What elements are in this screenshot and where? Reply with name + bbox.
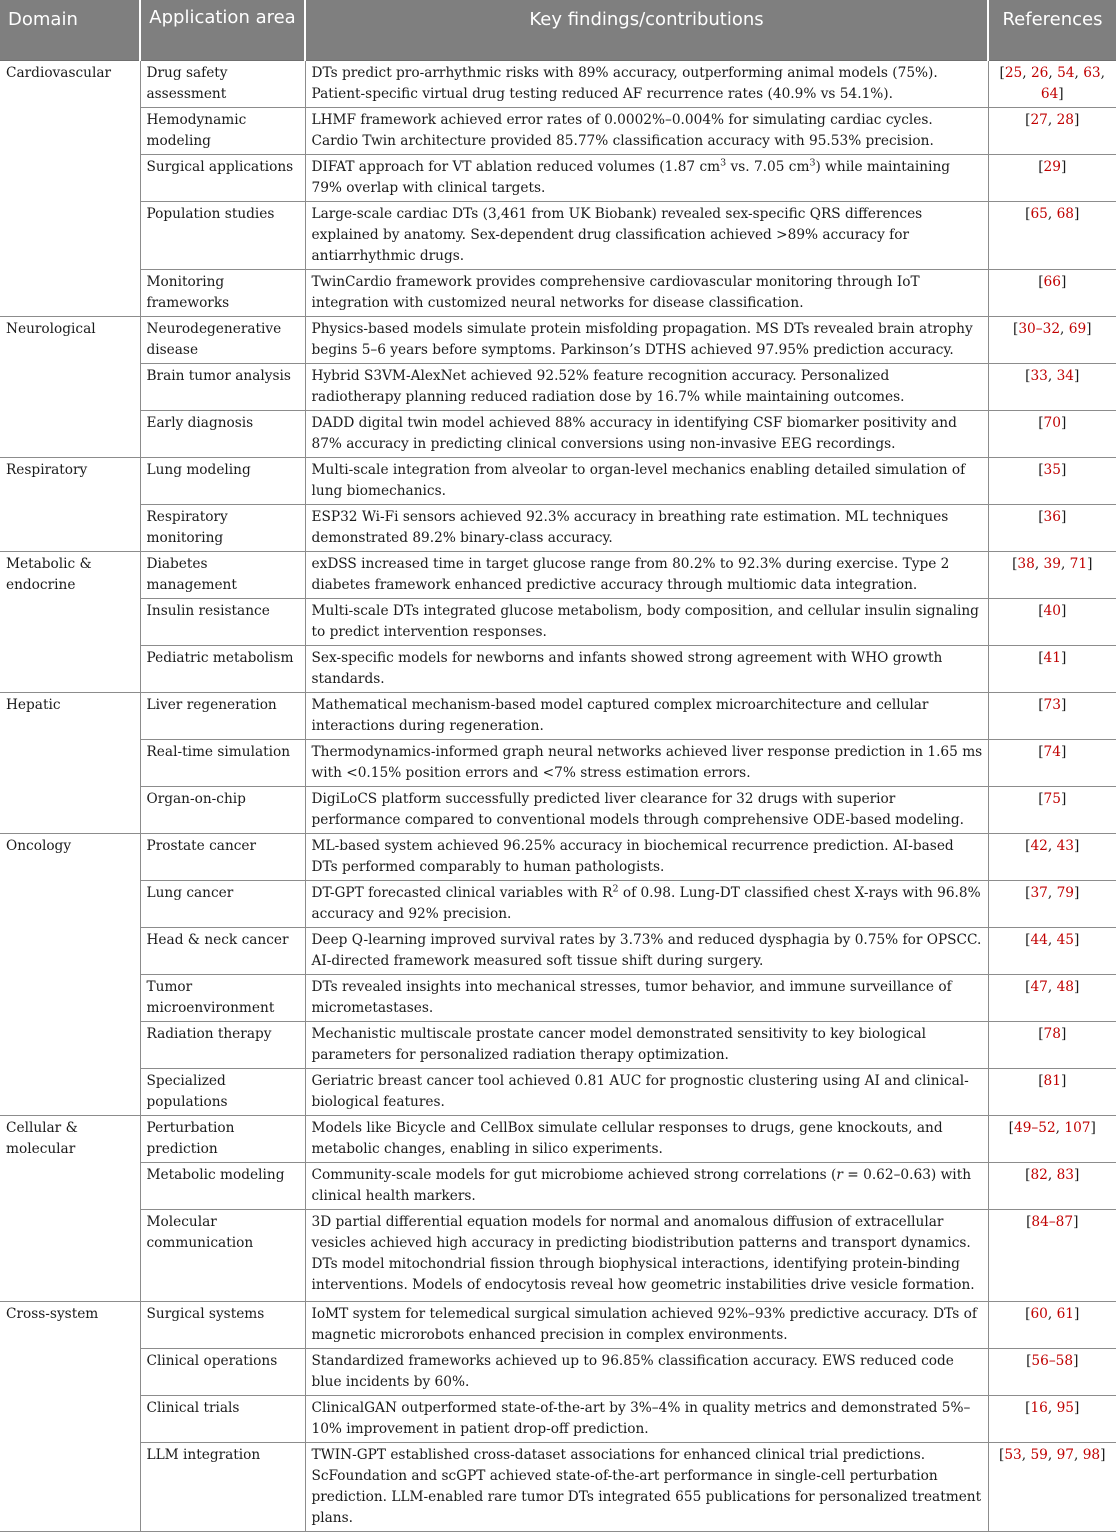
- reference-link[interactable]: 54: [1057, 64, 1075, 81]
- table-row: [0, 457, 1116, 504]
- bracket: ]: [1058, 85, 1064, 102]
- reference-link[interactable]: 65: [1030, 205, 1048, 222]
- area-cell: Head & neck cancer: [140, 927, 305, 974]
- findings-cell: ML-based system achieved 96.25% accuracy in biochemical recurrence prediction. AI-based DTs performed comparably to human pathologists.: [305, 833, 988, 880]
- findings-cell: Mechanistic multiscale prostate cancer model demonstrated sensitivity to key biological parameters for personalized radiation therapy optimization.: [305, 1021, 988, 1068]
- references-cell: [988, 107, 1116, 154]
- reference-link[interactable]: 61: [1056, 1305, 1075, 1322]
- area-cell: Drug safety assessment: [140, 60, 305, 107]
- bracket: [: [1038, 1072, 1044, 1089]
- area-cell: Hemodynamic modeling: [140, 107, 305, 154]
- findings-cell: Hybrid S3VM-AlexNet achieved 92.52% feature recognition accuracy. Personalized radiotherapy planning reduced radiation dose by 16.7% while maintaining outcomes.: [305, 363, 988, 410]
- domain-cell: Hepatic: [0, 692, 140, 833]
- bracket: [: [999, 1446, 1005, 1463]
- reference-link[interactable]: 49–52: [1013, 1119, 1056, 1136]
- reference-link[interactable]: 74: [1043, 743, 1061, 760]
- bracket: ]: [1060, 1025, 1067, 1042]
- area-cell: Lung modeling: [140, 457, 305, 504]
- domain-cell: Cardiovascular: [0, 60, 140, 316]
- findings-cell: LHMF framework achieved error rates of 0.0002%–0.004% for simulating cardiac cycles. Cardio Twin architecture provided 85.77% classification accuracy with 95.53% precision.: [305, 107, 988, 154]
- reference-link[interactable]: 42: [1030, 837, 1048, 854]
- separator: ,: [1047, 205, 1057, 222]
- reference-link[interactable]: 82: [1030, 1166, 1048, 1183]
- area-cell: Real-time simulation: [140, 739, 305, 786]
- references-cell: [988, 974, 1116, 1021]
- references-cell: [988, 1209, 1116, 1301]
- domain-cell: Cellular & molecular: [0, 1115, 140, 1301]
- findings-cell: DigiLoCS platform successfully predicted liver clearance for 32 drugs with superior performance compared to conventional models through comprehensive ODE-based modeling.: [305, 786, 988, 833]
- references-cell: [988, 201, 1116, 269]
- bracket: [: [1012, 555, 1018, 572]
- separator: ,: [1047, 931, 1057, 948]
- findings-cell: Multi-scale integration from alveolar to organ-level mechanics enabling detailed simulation of lung biomechanics.: [305, 457, 988, 504]
- bracket: ]: [1100, 1446, 1106, 1463]
- findings-cell: TWIN-GPT established cross-dataset associations for enhanced clinical trial predictions. ScFoundation and scGPT achieved state-of-the-art performance in single-cell perturbation prediction. LLM-enabled rare tumor DTs integrated 655 publications for personalized treatment plans.: [305, 1442, 988, 1531]
- separator: ,: [1047, 1305, 1057, 1322]
- bracket: [: [1025, 1166, 1031, 1183]
- reference-link[interactable]: 37: [1030, 884, 1048, 901]
- reference-link[interactable]: 38: [1017, 555, 1035, 572]
- reference-link[interactable]: 41: [1043, 649, 1061, 666]
- reference-link[interactable]: 83: [1056, 1166, 1075, 1183]
- references-cell: [988, 410, 1116, 457]
- bracket: [: [1038, 461, 1044, 478]
- bracket: ]: [1060, 602, 1067, 619]
- table-row: [0, 1301, 1116, 1348]
- table-row: [0, 598, 1116, 645]
- bracket: ]: [1060, 273, 1067, 290]
- bracket: ]: [1060, 743, 1067, 760]
- table-row: [0, 410, 1116, 457]
- bracket: [: [1038, 602, 1044, 619]
- reference-link[interactable]: 71: [1069, 555, 1088, 572]
- reference-link[interactable]: 59: [1030, 1446, 1048, 1463]
- bracket: [: [1025, 1305, 1031, 1322]
- bracket: ]: [1073, 1213, 1079, 1230]
- table-row: [0, 363, 1116, 410]
- bracket: ]: [1060, 461, 1067, 478]
- findings-cell: Multi-scale DTs integrated glucose metabolism, body composition, and cellular insulin signaling to predict intervention responses.: [305, 598, 988, 645]
- reference-link[interactable]: 29: [1043, 158, 1061, 175]
- header-application-area: Application area: [140, 0, 305, 60]
- separator: ,: [1048, 64, 1058, 81]
- area-cell: Diabetes management: [140, 551, 305, 598]
- table-row: [0, 1209, 1116, 1301]
- findings-cell: Large-scale cardiac DTs (3,461 from UK Biobank) revealed sex-specific QRS differences explained by anatomy. Sex-dependent drug classification achieved >89% accuracy for antiarrhythmic drugs.: [305, 201, 988, 269]
- findings-cell: Geriatric breast cancer tool achieved 0.81 AUC for prognostic clustering using AI and clinical-biological features.: [305, 1068, 988, 1115]
- separator: ,: [1034, 555, 1044, 572]
- separator: ,: [1047, 111, 1057, 128]
- reference-link[interactable]: 40: [1043, 602, 1061, 619]
- bracket: ]: [1060, 649, 1067, 666]
- references-cell: [988, 1021, 1116, 1068]
- reference-link[interactable]: 48: [1056, 978, 1075, 995]
- bracket: ]: [1074, 1399, 1080, 1416]
- findings-cell: Deep Q-learning improved survival rates by 3.73% and reduced dysphagia by 0.75% for OPSCC. AI-directed framework measured soft tissue shift during surgery.: [305, 927, 988, 974]
- bracket: ]: [1060, 508, 1067, 525]
- separator: ,: [1100, 64, 1105, 81]
- findings-cell: DT-GPT forecasted clinical variables with $R^2$ of 0.98. Lung-DT classified chest X-rays with 96.8% accuracy and 92% precision.: [305, 880, 988, 927]
- reference-link[interactable]: 39: [1043, 555, 1061, 572]
- separator: ,: [1047, 367, 1057, 384]
- references-cell: [988, 786, 1116, 833]
- reference-link[interactable]: 78: [1043, 1025, 1061, 1042]
- area-cell: Molecular communication: [140, 1209, 305, 1301]
- separator: ,: [1047, 884, 1057, 901]
- area-cell: LLM integration: [140, 1442, 305, 1531]
- bracket: ]: [1074, 1166, 1080, 1183]
- separator: ,: [1047, 1446, 1057, 1463]
- findings-cell: Physics-based models simulate protein misfolding propagation. MS DTs revealed brain atrophy begins 5–6 years before symptoms. Parkinson’s DTHS achieved 97.95% prediction accuracy.: [305, 316, 988, 363]
- separator: ,: [1022, 64, 1031, 81]
- table-row: [0, 1021, 1116, 1068]
- reference-link[interactable]: 44: [1030, 931, 1048, 948]
- area-cell: Clinical operations: [140, 1348, 305, 1395]
- bracket: ]: [1060, 696, 1067, 713]
- bracket: ]: [1074, 205, 1080, 222]
- references-cell: [988, 551, 1116, 598]
- reference-link[interactable]: 43: [1056, 837, 1075, 854]
- area-cell: Insulin resistance: [140, 598, 305, 645]
- references-cell: [988, 927, 1116, 974]
- separator: ,: [1060, 320, 1069, 337]
- area-cell: Metabolic modeling: [140, 1162, 305, 1209]
- bracket: [: [1008, 1119, 1014, 1136]
- reference-link[interactable]: 63: [1083, 64, 1101, 81]
- reference-link[interactable]: 95: [1056, 1399, 1075, 1416]
- table-row: [0, 316, 1116, 363]
- area-cell: Early diagnosis: [140, 410, 305, 457]
- findings-cell: exDSS increased time in target glucose range from 80.2% to 92.3% during exercise. Type 2 diabetes framework enhanced predictive accuracy through multiomic data integration.: [305, 551, 988, 598]
- reference-link[interactable]: 33: [1030, 367, 1048, 384]
- bracket: [: [1038, 414, 1044, 431]
- reference-link[interactable]: 97: [1056, 1446, 1075, 1463]
- reference-link[interactable]: 47: [1030, 978, 1048, 995]
- reference-link[interactable]: 81: [1043, 1072, 1061, 1089]
- reference-link[interactable]: 60: [1030, 1305, 1048, 1322]
- bracket: ]: [1060, 1072, 1067, 1089]
- table-row: [0, 927, 1116, 974]
- references-cell: [988, 1068, 1116, 1115]
- bracket: [: [1025, 1399, 1031, 1416]
- bracket: ]: [1074, 367, 1080, 384]
- bracket: [: [1013, 320, 1019, 337]
- separator: ,: [1055, 1119, 1065, 1136]
- domain-cell: Respiratory: [0, 457, 140, 551]
- bracket: ]: [1073, 1352, 1079, 1369]
- table-row: [0, 786, 1116, 833]
- area-cell: Monitoring frameworks: [140, 269, 305, 316]
- separator: ,: [1021, 1446, 1031, 1463]
- bracket: ]: [1074, 931, 1080, 948]
- bracket: ]: [1074, 111, 1080, 128]
- bracket: [: [1026, 1352, 1032, 1369]
- reference-link[interactable]: 36: [1043, 508, 1061, 525]
- bracket: ]: [1060, 414, 1067, 431]
- findings-cell: DIFAT approach for VT ablation reduced volumes (1.87 $cm^3$ vs. 7.05 $cm^3$) while maintaining 79% overlap with clinical targets.: [305, 154, 988, 201]
- bracket: ]: [1060, 790, 1067, 807]
- findings-cell: Thermodynamics-informed graph neural networks achieved liver response prediction in 1.65 ms with <0.15% position errors and <7% stress estimation errors.: [305, 739, 988, 786]
- header-key-findings: Key findings/contributions: [305, 0, 988, 60]
- table-body: [0, 60, 1116, 1531]
- reference-link[interactable]: 69: [1068, 320, 1087, 337]
- area-cell: Perturbation prediction: [140, 1115, 305, 1162]
- header-domain: Domain: [0, 0, 140, 60]
- references-cell: [988, 60, 1116, 107]
- area-cell: Clinical trials: [140, 1395, 305, 1442]
- table-row: [0, 551, 1116, 598]
- reference-link[interactable]: 35: [1043, 461, 1061, 478]
- references-cell: [988, 1115, 1116, 1162]
- references-cell: [988, 1395, 1116, 1442]
- references-cell: [988, 316, 1116, 363]
- bracket: [: [1038, 743, 1044, 760]
- findings-cell: IoMT system for telemedical surgical simulation achieved 92%–93% predictive accuracy. DTs of magnetic microrobots enhanced precision in complex environments.: [305, 1301, 988, 1348]
- area-cell: Pediatric metabolism: [140, 645, 305, 692]
- findings-cell: Models like Bicycle and CellBox simulate cellular responses to drugs, gene knockouts, and metabolic changes, enabling in silico experiments.: [305, 1115, 988, 1162]
- reference-link[interactable]: 68: [1056, 205, 1075, 222]
- table-row: [0, 692, 1116, 739]
- header-references: References: [988, 0, 1116, 60]
- area-cell: Neurodegenerative disease: [140, 316, 305, 363]
- bracket: ]: [1060, 158, 1067, 175]
- reference-link[interactable]: 84–87: [1031, 1213, 1074, 1230]
- findings-cell: DTs predict pro-arrhythmic risks with 89% accuracy, outperforming animal models (75%). Patient-specific virtual drug testing reduced AF recurrence rates (40.9% vs 54.1%).: [305, 60, 988, 107]
- bracket: [: [1025, 978, 1031, 995]
- reference-link[interactable]: 79: [1056, 884, 1075, 901]
- separator: ,: [1060, 555, 1070, 572]
- bracket: ]: [1074, 1305, 1080, 1322]
- table-row: [0, 974, 1116, 1021]
- findings-cell: 3D partial differential equation models for normal and anomalous diffusion of extracellular vesicles achieved high accuracy in predicting biodistribution patterns and transport dynamics. DTs model mitochondrial fission through biophysical interactions, identifying protein-binding interventions. Models of endocytosis reveal how geometric instabilities drive vesicle formation.: [305, 1209, 988, 1301]
- reference-link[interactable]: 28: [1056, 111, 1075, 128]
- references-cell: [988, 1442, 1116, 1531]
- separator: ,: [1047, 837, 1057, 854]
- separator: ,: [1047, 1166, 1057, 1183]
- reference-link[interactable]: 64: [1040, 85, 1059, 102]
- reference-link[interactable]: 26: [1030, 64, 1049, 81]
- reference-link[interactable]: 16: [1030, 1399, 1048, 1416]
- findings-cell: ESP32 Wi-Fi sensors achieved 92.3% accuracy in breathing rate estimation. ML techniques demonstrated 89.2% binary-class accuracy.: [305, 504, 988, 551]
- area-cell: Specialized populations: [140, 1068, 305, 1115]
- references-cell: [988, 1348, 1116, 1395]
- area-cell: Surgical applications: [140, 154, 305, 201]
- table-row: [0, 645, 1116, 692]
- bracket: [: [1038, 1025, 1044, 1042]
- header-row: [0, 0, 1116, 60]
- references-cell: [988, 269, 1116, 316]
- bracket: [: [1026, 1213, 1032, 1230]
- findings-cell: DADD digital twin model achieved 88% accuracy in identifying CSF biomarker positivity and 87% accuracy in predicting clinical conversions using non-invasive EEG recordings.: [305, 410, 988, 457]
- separator: ,: [1074, 64, 1084, 81]
- table-row: [0, 504, 1116, 551]
- bracket: ]: [1074, 884, 1080, 901]
- domain-cell: Oncology: [0, 833, 140, 1115]
- area-cell: Respiratory monitoring: [140, 504, 305, 551]
- references-cell: [988, 598, 1116, 645]
- bracket: [: [1025, 205, 1031, 222]
- table-row: [0, 269, 1116, 316]
- bracket: ]: [1074, 978, 1080, 995]
- area-cell: Brain tumor analysis: [140, 363, 305, 410]
- domain-cell: Cross-system: [0, 1301, 140, 1531]
- reference-link[interactable]: 73: [1043, 696, 1061, 713]
- references-cell: [988, 1301, 1116, 1348]
- reference-link[interactable]: 98: [1082, 1446, 1101, 1463]
- bracket: ]: [1086, 320, 1092, 337]
- bracket: [: [1025, 837, 1031, 854]
- references-cell: [988, 880, 1116, 927]
- findings-cell: Sex-specific models for newborns and infants showed strong agreement with WHO growth standards.: [305, 645, 988, 692]
- findings-cell: DTs revealed insights into mechanical stresses, tumor behavior, and immune surveillance of micrometastases.: [305, 974, 988, 1021]
- findings-cell: TwinCardio framework provides comprehensive cardiovascular monitoring through IoT integration with customized neural networks for disease classification.: [305, 269, 988, 316]
- reference-link[interactable]: 34: [1056, 367, 1075, 384]
- reference-link[interactable]: 75: [1043, 790, 1061, 807]
- bracket: [: [1038, 508, 1044, 525]
- reference-link[interactable]: 56–58: [1031, 1352, 1074, 1369]
- reference-link[interactable]: 66: [1043, 273, 1061, 290]
- table-row: [0, 1442, 1116, 1531]
- area-cell: Population studies: [140, 201, 305, 269]
- table-row: [0, 1115, 1116, 1162]
- table-row: [0, 1348, 1116, 1395]
- separator: ,: [1047, 1399, 1057, 1416]
- area-cell: Organ-on-chip: [140, 786, 305, 833]
- reference-link[interactable]: 107: [1064, 1119, 1091, 1136]
- table-row: [0, 154, 1116, 201]
- separator: ,: [1047, 978, 1057, 995]
- references-cell: [988, 363, 1116, 410]
- references-cell: [988, 154, 1116, 201]
- area-cell: Liver regeneration: [140, 692, 305, 739]
- findings-cell: Mathematical mechanism-based model captured complex microarchitecture and cellular interactions during regeneration.: [305, 692, 988, 739]
- reference-link[interactable]: 45: [1056, 931, 1075, 948]
- findings-cell: ClinicalGAN outperformed state-of-the-art by 3%–4% in quality metrics and demonstrated 5%–10% improvement in patient drop-off prediction.: [305, 1395, 988, 1442]
- reference-link[interactable]: 70: [1043, 414, 1061, 431]
- domain-cell: Metabolic & endocrine: [0, 551, 140, 692]
- area-cell: Surgical systems: [140, 1301, 305, 1348]
- area-cell: Radiation therapy: [140, 1021, 305, 1068]
- table-row: [0, 833, 1116, 880]
- references-cell: [988, 457, 1116, 504]
- bracket: [: [1025, 931, 1031, 948]
- bracket: ]: [1074, 837, 1080, 854]
- references-cell: [988, 504, 1116, 551]
- table-row: [0, 739, 1116, 786]
- bracket: [: [1038, 790, 1044, 807]
- reference-link[interactable]: 25: [1004, 64, 1023, 81]
- bracket: [: [999, 64, 1005, 81]
- table-row: [0, 1395, 1116, 1442]
- references-cell: [988, 692, 1116, 739]
- area-cell: Prostate cancer: [140, 833, 305, 880]
- bracket: [: [1025, 367, 1031, 384]
- reference-link[interactable]: 53: [1004, 1446, 1022, 1463]
- table-row: [0, 201, 1116, 269]
- table-row: [0, 1162, 1116, 1209]
- separator: ,: [1074, 1446, 1083, 1463]
- bracket: [: [1038, 158, 1044, 175]
- table-row: [0, 880, 1116, 927]
- references-cell: [988, 1162, 1116, 1209]
- bracket: [: [1038, 696, 1044, 713]
- references-cell: [988, 833, 1116, 880]
- table-row: [0, 60, 1116, 107]
- area-cell: Lung cancer: [140, 880, 305, 927]
- findings-cell: Community-scale models for gut microbiome achieved strong correlations (r = 0.62–0.63) with clinical health markers.: [305, 1162, 988, 1209]
- bracket: [: [1025, 884, 1031, 901]
- reference-link[interactable]: 27: [1030, 111, 1048, 128]
- bracket: [: [1038, 273, 1044, 290]
- references-cell: [988, 739, 1116, 786]
- bracket: [: [1038, 649, 1044, 666]
- reference-link[interactable]: 30–32: [1018, 320, 1061, 337]
- table-row: [0, 1068, 1116, 1115]
- references-cell: [988, 645, 1116, 692]
- area-cell: Tumor microenvironment: [140, 974, 305, 1021]
- table-row: [0, 107, 1116, 154]
- findings-cell: Standardized frameworks achieved up to 96.85% classification accuracy. EWS reduced code blue incidents by 60%.: [305, 1348, 988, 1395]
- domain-cell: Neurological: [0, 316, 140, 457]
- bracket: ]: [1087, 555, 1093, 572]
- bracket: [: [1025, 111, 1031, 128]
- bracket: ]: [1090, 1119, 1096, 1136]
